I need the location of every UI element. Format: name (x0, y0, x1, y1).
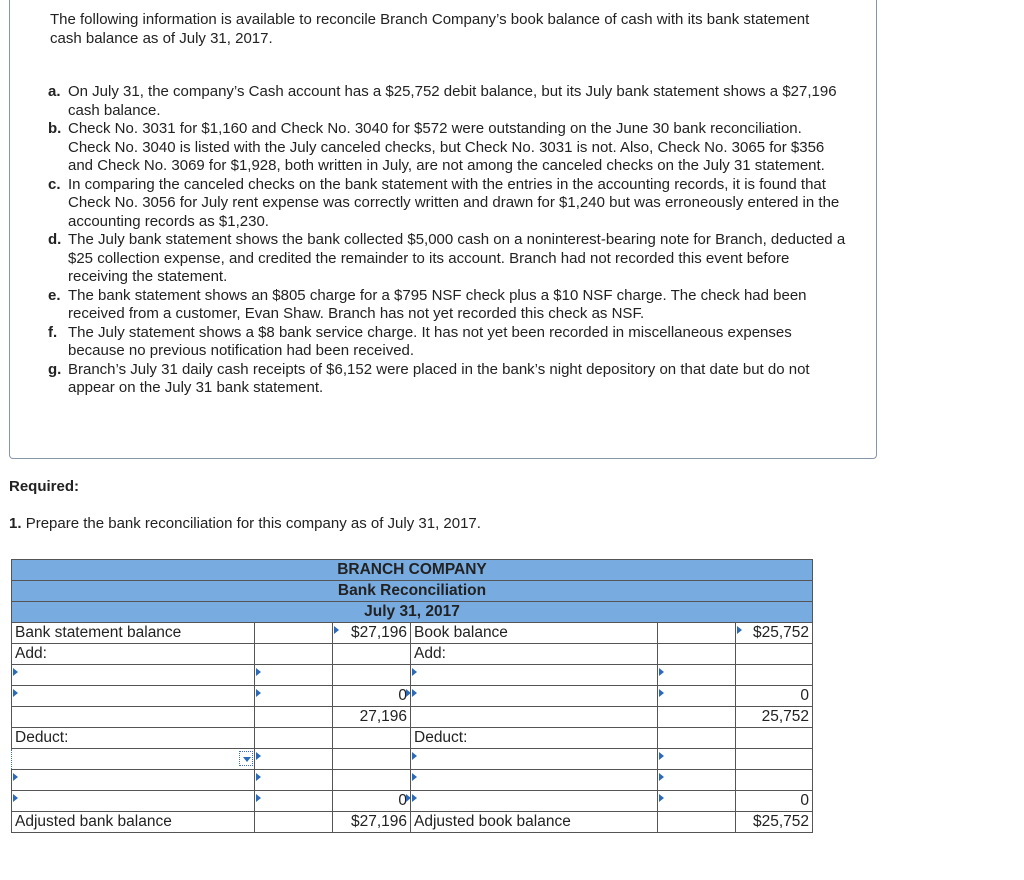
bank-deduct-spacer-2 (333, 770, 411, 791)
bank-add-amount (255, 644, 333, 665)
book-deduct-spacer-2 (736, 770, 813, 791)
company-name: BRANCH COMPANY (12, 560, 813, 581)
list-item: a. On July 31, the company’s Cash account has a $25,752 debit balance, but its July bank statement shows a $27,196 cash balance. (48, 83, 837, 119)
list-item: c. In comparing the canceled checks on the bank statement with the entries in the accounting records, it is found that Check No. 3056 for July rent expense was correctly written and drawn for $1,240 but was erroneously entered in the accounting records as $1,230. (48, 175, 840, 230)
book-deduct-item-select-3[interactable] (411, 791, 658, 812)
bank-add-label: Add: (12, 644, 255, 665)
adjusted-bank-amount (255, 812, 333, 833)
adjusted-book-label: Adjusted book balance (411, 812, 658, 833)
book-add-total-empty (736, 644, 813, 665)
list-item: e. The bank statement shows an $805 charge for a $795 NSF check plus a $10 NSF charge. The check had been received from a customer, Evan Shaw. Branch has not yet recorded this check as NSF. (48, 286, 807, 322)
report-title: Bank Reconciliation (12, 581, 813, 602)
book-add-label: Add: (411, 644, 658, 665)
book-add-item-amount-2[interactable] (658, 686, 736, 707)
bank-deduct-item-amount[interactable] (255, 749, 333, 770)
bank-subtotal-amount (255, 707, 333, 728)
bank-deduct-amount (255, 728, 333, 749)
bank-add-total-empty (333, 644, 411, 665)
bank-balance-value[interactable]: $27,196 (333, 623, 411, 644)
bank-add-item-amount[interactable] (255, 665, 333, 686)
bank-reconciliation-table (11, 559, 813, 833)
book-add-amount (658, 644, 736, 665)
book-add-item-select[interactable] (411, 665, 658, 686)
list-item: f. The July statement shows a $8 bank service charge. It has not yet been recorded in miscellaneous expenses because no previous notification had been received. (48, 323, 792, 359)
list-item: d. The July bank statement shows the bank collected $5,000 cash on a noninterest-bearing note for Branch, deducted a $25 collection expense, and credited the remainder to its account. Branch had not recorded this event before receiving the statement. (48, 231, 846, 285)
bank-deduct-spacer (333, 749, 411, 770)
book-balance-label: Book balance (411, 623, 658, 644)
adjusted-book-amount (658, 812, 736, 833)
adjusted-book-balance: $25,752 (736, 812, 813, 833)
facts-list (48, 83, 848, 398)
book-deduct-total: 0 (736, 791, 813, 812)
bank-deduct-item-select-2[interactable] (12, 770, 255, 791)
list-item: b. Check No. 3031 for $1,160 and Check No. 3040 for $572 were outstanding on the June 30 bank reconciliation. Check No. 3040 is listed with the July canceled checks, but Check No. 3031 is not. Also, Check No. 3065 for $356 and Check No. 3069 for $1,928, both written in July, are not among the canceled checks on the July 31 statement. (48, 120, 825, 174)
bank-subtotal: 27,196 (333, 707, 411, 728)
book-add-item-select-2[interactable] (411, 686, 658, 707)
book-deduct-total-empty (736, 728, 813, 749)
book-deduct-label: Deduct: (411, 728, 658, 749)
bank-subtotal-label (12, 707, 255, 728)
task-number: 1. (9, 515, 22, 532)
book-balance-value[interactable]: $25,752 (736, 623, 813, 644)
bank-add-item-select-2[interactable] (12, 686, 255, 707)
book-deduct-item-amount[interactable] (658, 749, 736, 770)
bank-deduct-item-amount-2[interactable] (255, 770, 333, 791)
required-heading: Required: (9, 478, 80, 495)
bank-deduct-total[interactable]: 0 (333, 791, 411, 812)
book-amount-cell (658, 623, 736, 644)
bank-amount-cell (255, 623, 333, 644)
bank-deduct-item-select[interactable] (12, 749, 255, 770)
bank-deduct-item-amount-3[interactable] (255, 791, 333, 812)
task-text (9, 515, 481, 532)
bank-add-item-amount-2[interactable] (255, 686, 333, 707)
bank-add-spacer (333, 665, 411, 686)
book-deduct-item-amount-3[interactable] (658, 791, 736, 812)
bank-balance-label: Bank statement balance (12, 623, 255, 644)
book-deduct-item-amount-2[interactable] (658, 770, 736, 791)
adjusted-bank-balance: $27,196 (333, 812, 411, 833)
intro-text: The following information is available to reconcile Branch Company’s book balance of cash with its bank statement cash balance as of July 31, 2017. (50, 11, 810, 47)
chevron-down-icon[interactable] (239, 751, 253, 766)
book-subtotal-label (411, 707, 658, 728)
book-deduct-item-select[interactable] (411, 749, 658, 770)
bank-deduct-total-empty (333, 728, 411, 749)
book-subtotal-amount (658, 707, 736, 728)
bank-add-item-select[interactable] (12, 665, 255, 686)
report-date: July 31, 2017 (12, 602, 813, 623)
book-add-item-amount[interactable] (658, 665, 736, 686)
book-deduct-spacer (736, 749, 813, 770)
bank-deduct-label: Deduct: (12, 728, 255, 749)
bank-deduct-item-select-3[interactable] (12, 791, 255, 812)
adjusted-bank-label: Adjusted bank balance (12, 812, 255, 833)
book-subtotal: 25,752 (736, 707, 813, 728)
book-add-total: 0 (736, 686, 813, 707)
book-add-spacer (736, 665, 813, 686)
book-deduct-amount (658, 728, 736, 749)
list-item: g. Branch’s July 31 daily cash receipts of $6,152 were placed in the bank’s night depository on that date but do not appear on the July 31 bank statement. (48, 360, 810, 396)
book-deduct-item-select-2[interactable] (411, 770, 658, 791)
task-description: Prepare the bank reconciliation for this company as of July 31, 2017. (25, 515, 481, 532)
bank-add-total[interactable]: 0 (333, 686, 411, 707)
